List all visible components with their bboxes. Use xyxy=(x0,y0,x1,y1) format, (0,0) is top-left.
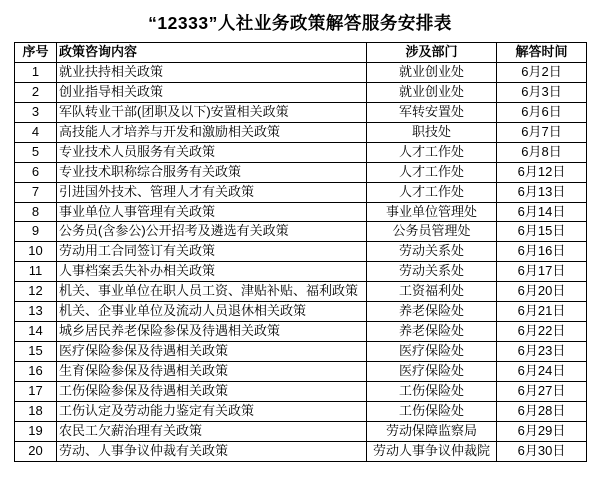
cell-department: 工资福利处 xyxy=(367,282,497,302)
cell-no: 10 xyxy=(15,242,57,262)
table-row xyxy=(15,282,587,302)
cell-content: 城乡居民养老保险参保及待遇相关政策 xyxy=(57,322,367,342)
table-row xyxy=(15,182,587,202)
cell-date: 6月3日 xyxy=(497,82,587,102)
table-row xyxy=(15,222,587,242)
column-header-no: 序号 xyxy=(15,43,57,63)
cell-date: 6月20日 xyxy=(497,282,587,302)
cell-content: 生育保险参保及待遇相关政策 xyxy=(57,362,367,382)
table-row xyxy=(15,401,587,421)
cell-date: 6月7日 xyxy=(497,122,587,142)
table-row xyxy=(15,302,587,322)
cell-date: 6月6日 xyxy=(497,102,587,122)
table-row xyxy=(15,142,587,162)
cell-date: 6月29日 xyxy=(497,421,587,441)
cell-no: 6 xyxy=(15,162,57,182)
cell-date: 6月8日 xyxy=(497,142,587,162)
table-row xyxy=(15,102,587,122)
cell-department: 养老保险处 xyxy=(367,302,497,322)
cell-no: 13 xyxy=(15,302,57,322)
table-row xyxy=(15,362,587,382)
cell-no: 2 xyxy=(15,82,57,102)
table-header-row xyxy=(15,43,587,63)
table-row xyxy=(15,242,587,262)
cell-department: 养老保险处 xyxy=(367,322,497,342)
cell-department: 医疗保险处 xyxy=(367,342,497,362)
cell-date: 6月14日 xyxy=(497,202,587,222)
cell-date: 6月12日 xyxy=(497,162,587,182)
table-row xyxy=(15,162,587,182)
cell-no: 8 xyxy=(15,202,57,222)
cell-content: 农民工欠薪治理有关政策 xyxy=(57,421,367,441)
cell-content: 就业扶持相关政策 xyxy=(57,62,367,82)
table-row xyxy=(15,202,587,222)
cell-content: 引进国外技术、管理人才有关政策 xyxy=(57,182,367,202)
cell-no: 7 xyxy=(15,182,57,202)
cell-content: 劳动用工合同签订有关政策 xyxy=(57,242,367,262)
cell-department: 职技处 xyxy=(367,122,497,142)
cell-date: 6月24日 xyxy=(497,362,587,382)
cell-no: 16 xyxy=(15,362,57,382)
cell-no: 3 xyxy=(15,102,57,122)
cell-department: 公务员管理处 xyxy=(367,222,497,242)
column-header-department: 涉及部门 xyxy=(367,43,497,63)
cell-department: 工伤保险处 xyxy=(367,401,497,421)
table-row xyxy=(15,421,587,441)
cell-date: 6月30日 xyxy=(497,441,587,461)
table-row xyxy=(15,342,587,362)
table-row xyxy=(15,62,587,82)
cell-content: 工伤保险参保及待遇相关政策 xyxy=(57,381,367,401)
table-row xyxy=(15,82,587,102)
cell-no: 4 xyxy=(15,122,57,142)
cell-department: 人才工作处 xyxy=(367,182,497,202)
cell-date: 6月23日 xyxy=(497,342,587,362)
cell-date: 6月21日 xyxy=(497,302,587,322)
policy-schedule-table xyxy=(14,42,587,462)
cell-content: 高技能人才培养与开发和激励相关政策 xyxy=(57,122,367,142)
cell-department: 劳动关系处 xyxy=(367,242,497,262)
cell-no: 20 xyxy=(15,441,57,461)
cell-content: 劳动、人事争议仲裁有关政策 xyxy=(57,441,367,461)
cell-content: 军队转业干部(团职及以下)安置相关政策 xyxy=(57,102,367,122)
cell-content: 创业指导相关政策 xyxy=(57,82,367,102)
cell-department: 劳动人事争议仲裁院 xyxy=(367,441,497,461)
cell-no: 9 xyxy=(15,222,57,242)
cell-department: 军转安置处 xyxy=(367,102,497,122)
cell-content: 专业技术人员服务有关政策 xyxy=(57,142,367,162)
cell-department: 医疗保险处 xyxy=(367,362,497,382)
table-row xyxy=(15,122,587,142)
column-header-content: 政策咨询内容 xyxy=(57,43,367,63)
cell-content: 事业单位人事管理有关政策 xyxy=(57,202,367,222)
cell-no: 11 xyxy=(15,262,57,282)
cell-date: 6月28日 xyxy=(497,401,587,421)
cell-date: 6月2日 xyxy=(497,62,587,82)
cell-content: 人事档案丢失补办相关政策 xyxy=(57,262,367,282)
cell-content: 工伤认定及劳动能力鉴定有关政策 xyxy=(57,401,367,421)
cell-date: 6月16日 xyxy=(497,242,587,262)
cell-department: 就业创业处 xyxy=(367,62,497,82)
table-row xyxy=(15,381,587,401)
cell-content: 专业技术职称综合服务有关政策 xyxy=(57,162,367,182)
page-title: “12333”人社业务政策解答服务安排表 xyxy=(148,13,452,33)
cell-no: 17 xyxy=(15,381,57,401)
cell-content: 医疗保险参保及待遇相关政策 xyxy=(57,342,367,362)
cell-department: 就业创业处 xyxy=(367,82,497,102)
cell-date: 6月22日 xyxy=(497,322,587,342)
cell-content: 机关、企事业单位及流动人员退休相关政策 xyxy=(57,302,367,322)
cell-date: 6月17日 xyxy=(497,262,587,282)
cell-date: 6月27日 xyxy=(497,381,587,401)
cell-no: 5 xyxy=(15,142,57,162)
table-row xyxy=(15,262,587,282)
table-row xyxy=(15,322,587,342)
cell-department: 人才工作处 xyxy=(367,142,497,162)
cell-no: 15 xyxy=(15,342,57,362)
cell-no: 12 xyxy=(15,282,57,302)
cell-no: 18 xyxy=(15,401,57,421)
cell-content: 机关、事业单位在职人员工资、津贴补贴、福利政策 xyxy=(57,282,367,302)
cell-department: 人才工作处 xyxy=(367,162,497,182)
table-body xyxy=(15,62,587,461)
column-header-date: 解答时间 xyxy=(497,43,587,63)
cell-department: 劳动关系处 xyxy=(367,262,497,282)
cell-no: 1 xyxy=(15,62,57,82)
cell-department: 事业单位管理处 xyxy=(367,202,497,222)
cell-department: 工伤保险处 xyxy=(367,381,497,401)
cell-department: 劳动保障监察局 xyxy=(367,421,497,441)
cell-date: 6月15日 xyxy=(497,222,587,242)
cell-date: 6月13日 xyxy=(497,182,587,202)
table-row xyxy=(15,441,587,461)
table-header xyxy=(15,43,587,63)
cell-no: 19 xyxy=(15,421,57,441)
cell-content: 公务员(含参公)公开招考及遴选有关政策 xyxy=(57,222,367,242)
cell-no: 14 xyxy=(15,322,57,342)
